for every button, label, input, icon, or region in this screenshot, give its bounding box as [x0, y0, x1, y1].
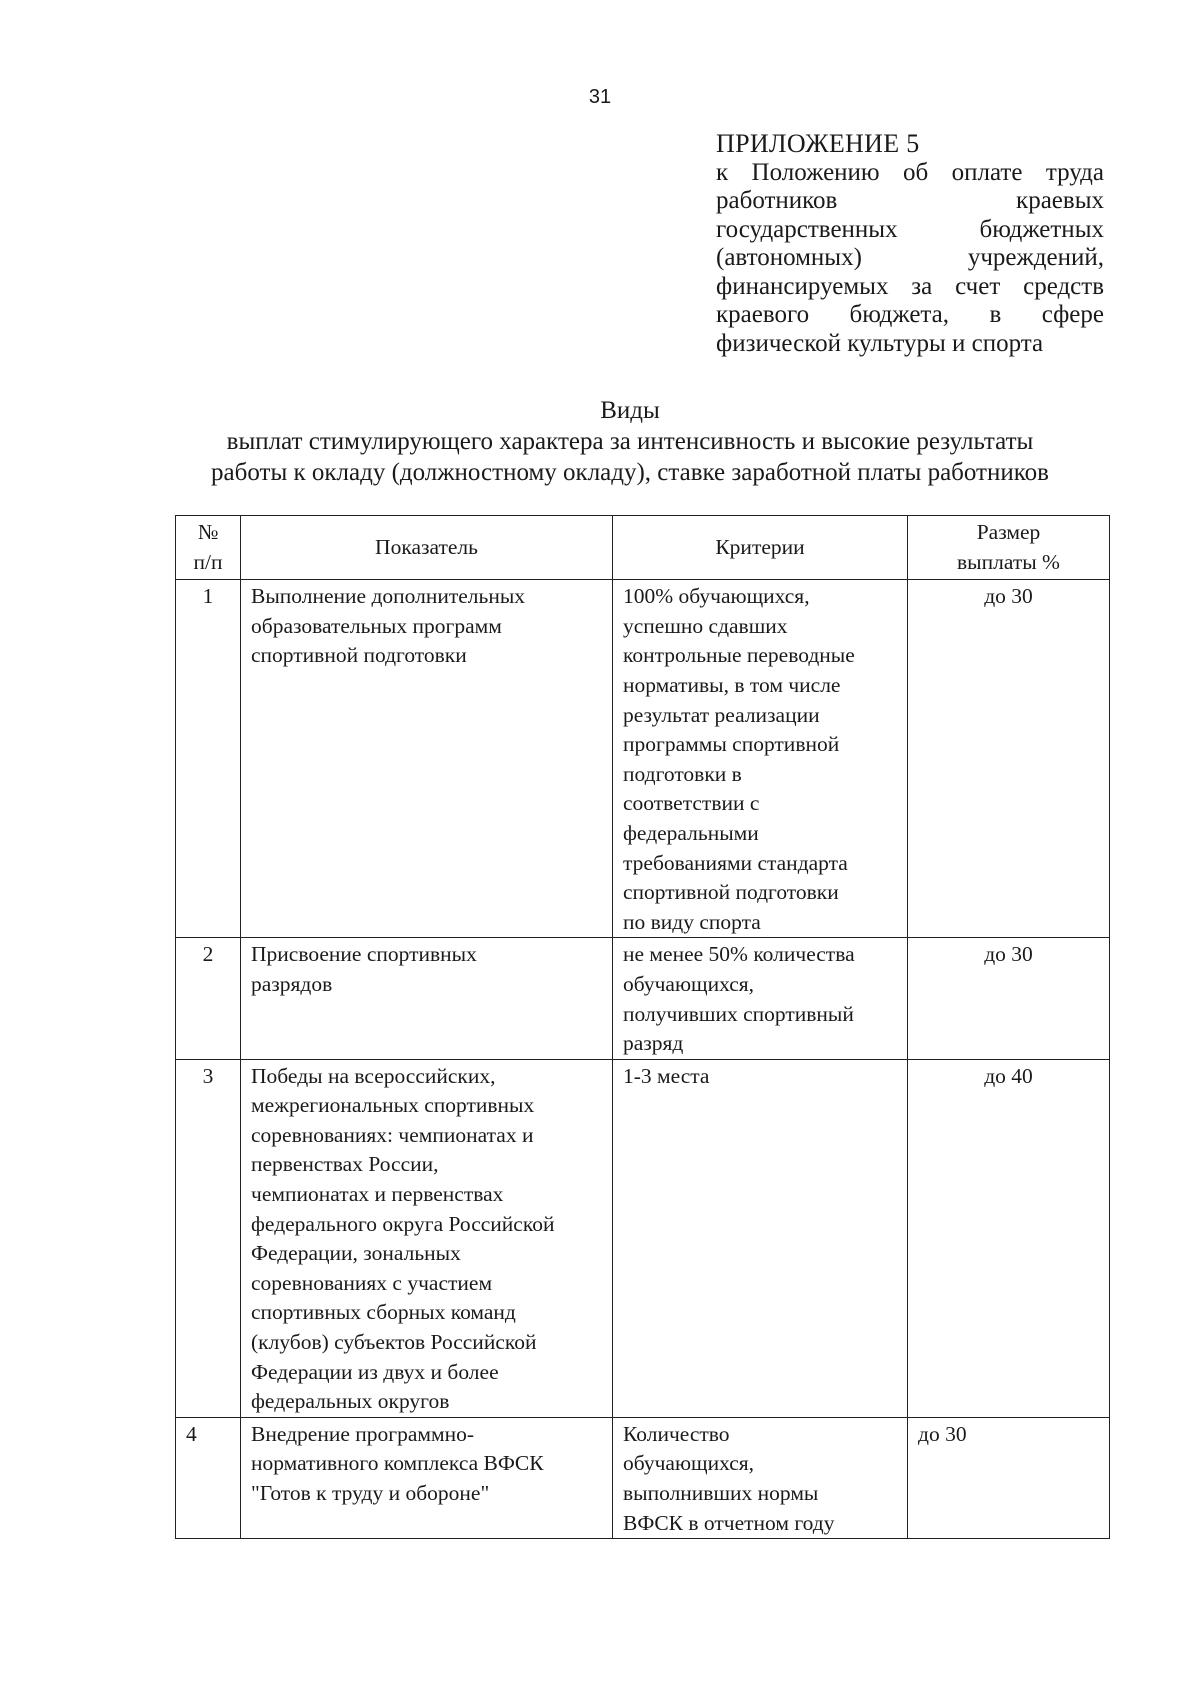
cell-indicator-line: Внедрение программно-	[251, 1421, 475, 1446]
cell-indicator-line: Присвоение спортивных	[251, 942, 477, 967]
cell-indicator-line: федеральных округов	[251, 1389, 450, 1414]
cell-indicator-line: нормативного комплекса ВФСК	[251, 1451, 544, 1476]
cell-indicator-line: федерального округа Российской	[251, 1211, 555, 1236]
cell-indicator-line: "Готов к труду и обороне"	[251, 1481, 490, 1505]
cell-criteria-line: успешно сдавших	[623, 613, 788, 638]
cell-indicator-line: Федерации из двух и более	[251, 1359, 499, 1384]
cell-indicator-line: межрегиональных спортивных	[251, 1093, 535, 1118]
heading-line: Виды	[600, 397, 660, 424]
cell-criteria-line: программы спортивной	[623, 732, 840, 757]
cell-criteria-line: получивших спортивный	[623, 1001, 854, 1026]
table-header-row	[176, 516, 1110, 580]
appendix-line: (автономных) учреждений,	[716, 244, 1104, 271]
cell-criteria	[613, 938, 908, 1059]
header-num-line: №	[197, 520, 219, 544]
cell-indicator-line: Победы на всероссийских,	[251, 1063, 496, 1088]
cell-criteria-line: обучающихся,	[623, 1451, 755, 1476]
cell-indicator-line: образовательных программ	[251, 613, 502, 638]
table-row	[176, 580, 1110, 938]
cell-criteria	[613, 1417, 908, 1538]
cell-criteria-line: 100% обучающихся,	[623, 584, 810, 609]
heading-line: выплат стимулирующего характера за интенсивность и высокие результаты	[226, 428, 1034, 455]
cell-indicator	[241, 938, 613, 1059]
header-payment-line: выплаты %	[957, 549, 1060, 574]
cell-payment: до 40	[908, 1059, 1110, 1417]
cell-payment: до 30	[908, 1417, 1110, 1538]
cell-criteria-line: разряд	[623, 1031, 684, 1056]
cell-criteria-line: подготовки в	[623, 761, 742, 786]
cell-indicator-line: (клубов) субъектов Российской	[251, 1330, 537, 1355]
table-row	[176, 1059, 1110, 1417]
cell-criteria-line: спортивной подготовки	[623, 880, 839, 905]
cell-indicator	[241, 1059, 613, 1417]
cell-indicator-line: чемпионатах и первенствах	[251, 1182, 504, 1207]
cell-criteria-line: 1-3 места	[623, 1063, 710, 1088]
cell-indicator-line: спортивной подготовки	[251, 643, 467, 668]
cell-criteria-line: нормативы, в том числе	[623, 672, 841, 697]
cell-criteria-line: по виду спорта	[623, 909, 761, 934]
cell-indicator	[241, 1417, 613, 1538]
cell-criteria-line: не менее 50% количества	[623, 942, 855, 967]
cell-criteria-line: ВФСК в отчетном году	[623, 1510, 835, 1535]
document-heading	[150, 395, 1110, 488]
cell-indicator-line: Федерации, зональных	[251, 1241, 461, 1266]
table-body	[176, 580, 1110, 1539]
cell-criteria-line: соответствии с	[623, 791, 760, 816]
cell-indicator-line: соревнованиях: чемпионатах и	[251, 1122, 534, 1147]
cell-payment: до 30	[908, 580, 1110, 938]
cell-criteria-line: обучающихся,	[623, 971, 755, 996]
cell-criteria	[613, 580, 908, 938]
appendix-line: краевого бюджета, в сфере	[716, 301, 1104, 328]
appendix-line: государственных бюджетных	[716, 215, 1104, 243]
header-payment	[908, 516, 1110, 580]
cell-indicator-line: первенствах России,	[251, 1152, 439, 1177]
heading-line: работы к окладу (должностному окладу), ставке заработной платы работников	[211, 459, 1049, 486]
cell-num: 2	[176, 938, 241, 1059]
cell-num: 4	[176, 1417, 241, 1538]
appendix-block	[716, 130, 1104, 358]
cell-criteria-line: выполнивших нормы	[623, 1481, 819, 1505]
cell-payment: до 30	[908, 938, 1110, 1059]
cell-indicator-line: соревнованиях с участием	[251, 1270, 493, 1295]
header-num-line: п/п	[193, 549, 223, 574]
cell-num: 3	[176, 1059, 241, 1417]
page-number: 31	[588, 86, 612, 108]
cell-criteria	[613, 1059, 908, 1417]
cell-indicator-line: спортивных сборных команд	[251, 1300, 516, 1325]
appendix-line: финансируемых за счет средств	[716, 272, 1104, 300]
cell-indicator	[241, 580, 613, 938]
header-indicator: Показатель	[241, 516, 613, 580]
appendix-title: ПРИЛОЖЕНИЕ 5	[716, 129, 920, 158]
payments-table	[175, 515, 1110, 1539]
cell-criteria-line: Количество	[623, 1421, 730, 1446]
cell-criteria-line: контрольные переводные	[623, 643, 855, 668]
table-row	[176, 938, 1110, 1059]
cell-indicator-line: разрядов	[251, 971, 333, 996]
cell-num: 1	[176, 580, 241, 938]
table-row	[176, 1417, 1110, 1538]
cell-indicator-line: Выполнение дополнительных	[251, 584, 526, 609]
header-criteria: Критерии	[613, 516, 908, 580]
appendix-line: работников краевых	[716, 187, 1104, 214]
appendix-line: к Положению об оплате труда	[716, 158, 1104, 186]
header-num	[176, 516, 241, 580]
appendix-line: физической культуры и спорта	[716, 329, 1044, 357]
header-payment-line: Размер	[976, 520, 1041, 544]
cell-criteria-line: результат реализации	[623, 702, 820, 727]
cell-criteria-line: требованиями стандарта	[623, 850, 848, 875]
cell-criteria-line: федеральными	[623, 820, 759, 845]
